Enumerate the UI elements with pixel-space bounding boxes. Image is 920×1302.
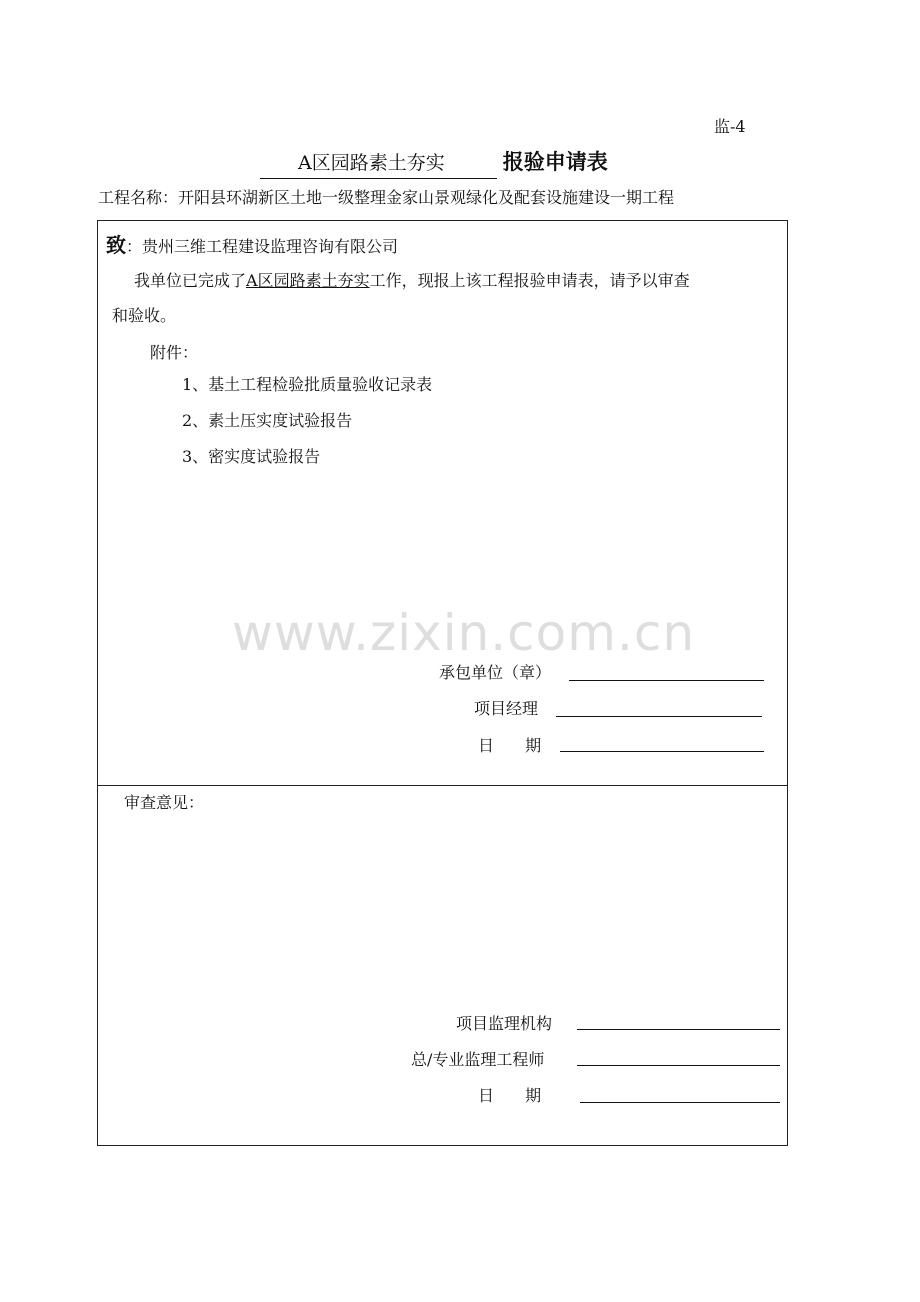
supervising-engineer-label: 总/专业监理工程师 — [411, 1050, 545, 1069]
project-name: 开阳县环湖新区土地一级整理金家山景观绿化及配套设施建设一期工程 — [178, 188, 675, 207]
contractor-seal-field[interactable] — [569, 680, 764, 681]
supervision-institution-field[interactable] — [577, 1029, 780, 1030]
watermark: www.zixin.com.cn — [232, 604, 696, 662]
application-section — [97, 220, 788, 786]
project-manager-field[interactable] — [556, 716, 762, 717]
application-date-label: 日 期 — [478, 736, 542, 755]
title-subject: A区园路素土夯实 — [260, 148, 497, 179]
to-colon: ： — [126, 237, 143, 256]
form-code: 监-4 — [714, 117, 746, 136]
body-subject: A区园路素土夯实 — [246, 271, 370, 290]
to-label: 致 — [106, 233, 126, 257]
review-date-field[interactable] — [580, 1102, 780, 1103]
review-opinion-label: 审查意见： — [124, 793, 205, 812]
project-manager-label: 项目经理 — [474, 699, 539, 718]
supervision-institution-label: 项目监理机构 — [456, 1014, 553, 1033]
attachment-item: 3、密实度试验报告 — [182, 447, 321, 466]
page-title — [260, 146, 608, 179]
application-date-field[interactable] — [560, 751, 764, 752]
title-main: 报验申请表 — [502, 150, 608, 174]
body-suffix: 工作，现报上该工程报验申请表，请予以审查 — [369, 271, 690, 290]
attachments-label: 附件： — [150, 343, 199, 362]
application-body-line1 — [134, 268, 690, 291]
contractor-seal-label: 承包单位（章） — [439, 663, 552, 682]
review-section — [97, 785, 788, 1146]
project-name-row — [98, 185, 674, 208]
body-prefix: 我单位已完成了 — [134, 271, 247, 290]
recipient-name: 贵州三维工程建设监理咨询有限公司 — [142, 237, 399, 256]
recipient-row — [106, 229, 398, 258]
review-date-label: 日 期 — [478, 1086, 542, 1105]
supervising-engineer-field[interactable] — [577, 1065, 780, 1066]
application-body-line2: 和验收。 — [112, 306, 177, 325]
attachment-item: 2、素土压实度试验报告 — [182, 411, 353, 430]
project-label: 工程名称： — [98, 188, 179, 207]
attachment-item: 1、基土工程检验批质量验收记录表 — [182, 375, 433, 394]
